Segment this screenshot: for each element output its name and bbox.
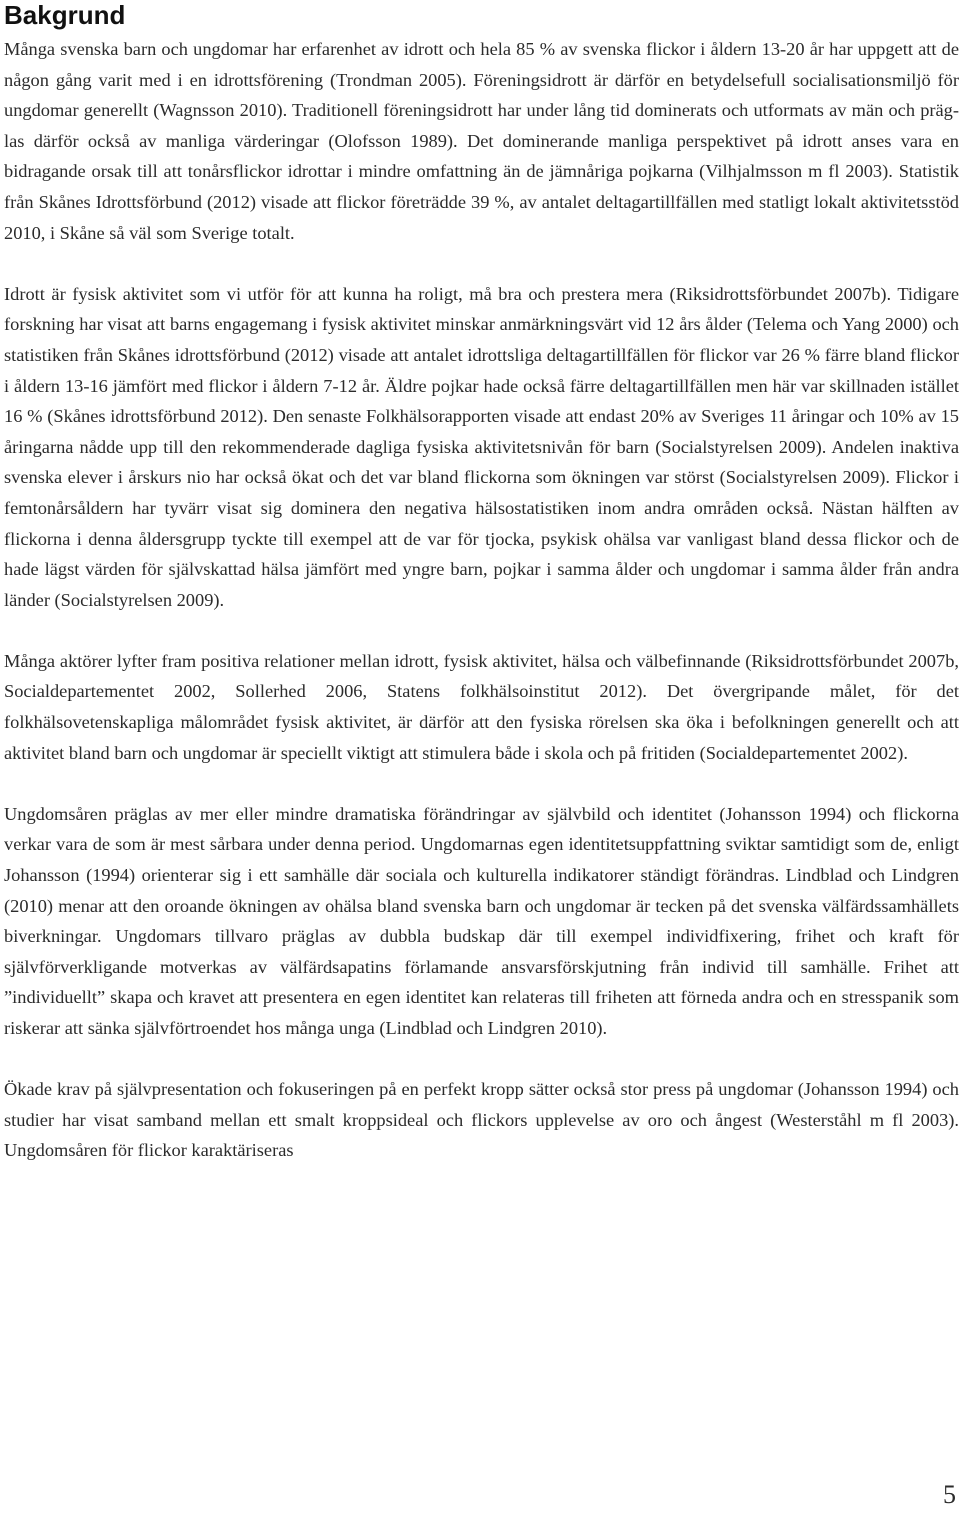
paragraph: Ungdomsåren präglas av mer eller mindre dramatiska förändringar av självbild och identitet (Johansson 1994) och flickorna verkar vara de som är mest sårbara under denna period. Ungdomarnas egen identitetsuppfattning sviktar samtidigt som de, enligt Johansson (1994) orienterar sig i ett samhälle där sociala och kulturella indikatorer ständigt förändras. Lindblad och Lindgren (2010) menar att den oroande ökningen av ohälsa bland svenska barn och ungdomar är tecken på det svenska välfärdssamhällets biverkningar. Ungdomars tillvaro präglas av dubbla budskap där till exempel individfixering, frihet och kraft för självförverkligande motverkas av välfärdsapatins förlamande ansvarsförskjutning från individ till samhälle. Frihet att ”individuellt” skapa och kravet att presentera en egen identitet kan relateras till friheten att förneda andra och en stresspanik som riskerar att sänka självförtroendet hos många unga (Lindblad och Lindgren 2010).: [4, 803, 959, 1038]
paragraph: Idrott är fysisk aktivitet som vi utför för att kunna ha roligt, må bra och prestera mera (Riksidrottsförbundet 2007b). Tidigare forskning har visat att barns engagemang i fysisk aktivitet minskar anmärkningsvärt vid 12 års ålder (Telema och Yang 2000) och statistiken från Skånes idrottsförbund (2012) visade att antalet idrottsliga deltagartillfällen för flickor var 26 % färre bland flickor i åldern 13-16 jämfört med flickor i åldern 7-12 år. Äldre pojkar hade också färre deltagartillfällen men här var skillnaden istället 16 % (Skånes idrottsförbund 2012). Den senaste Folkhälsorapporten visade att endast 20% av Sveriges 11 åringar och 10% av 15 åringarna nådde upp till den rekommenderade dagliga fysiska aktivitetsnivån för barn (Socialstyrelsen 2009). Andelen inaktiva svenska elever i årskurs nio har också ökat och det var bland flickorna som ökningen var störst (Socialstyrelsen 2009). Flickor i femtonårsåldern har tyvärr visat sig dominera den negativa hälsostatistiken inom andra områden också. Nästan hälften av flickorna i denna åldersgrupp tyckte till exempel att de var för tjocka, psykisk ohälsa var vanligast bland dessa flickor och de hade lägst värden för självskattad hälsa jämfört med yngre barn, pojkar i samma ålder och ungdomar i samma ålder från andra länder (Socialstyrelsen 2009).: [4, 283, 959, 610]
page-number: 5: [943, 1480, 956, 1509]
body-text: [4, 34, 959, 1166]
paragraph: Många svenska barn och ungdomar har erfarenhet av idrott och hela 85 % av svenska flickor i åldern 13-20 år har uppgett att de någon gång varit med i en idrottsförening (Trondman 2005). Föreningsidrott är därför en betydelsefull socialisationsmiljö för ungdomar generellt (Wagnsson 2010). Traditionell föreningsidrott har under lång tid dominerats och utformats av män och präglas därför också av manliga värderingar (Olofsson 1989). Det dominerande manliga perspektivet på idrott anses vara en bidragande orsak till att tonårsflickor idrottar i mindre omfattning än de jämnåriga pojkarna (Vilhjalmsson m fl 2003). Statistik från Skånes Idrottsförbund (2012) visade att flickor företrädde 39 %, av antalet deltagartillfällen med statligt lokalt aktivitetsstöd 2010, i Skåne så väl som Sverige totalt.: [4, 39, 959, 243]
paragraph: Många aktörer lyfter fram positiva relationer mellan idrott, fysisk aktivitet, hälsa och välbefinnande (Riksidrottsförbundet 2007b, Socialdepartementet 2002, Sollerhed 2006, Statens folkhälsoinstitut 2012). Det övergripande målet, för det folkhälsovetenskapliga målområdet fysisk aktivitet, är därför att den fysiska rörelsen ska öka i befolkningen generellt och att aktivitet bland barn och ungdomar är speciellt viktigt att stimulera både i skola och på fritiden (Socialdepartementet 2002).: [4, 650, 959, 763]
section-heading: Bakgrund: [4, 0, 126, 30]
paragraph: Ökade krav på självpresentation och fokuseringen på en perfekt kropp sätter också stor press på ungdomar (Johansson 1994) och studier har visat samband mellan ett smalt kroppsideal och flickors upplevelse av oro och ångest (Westerståhl m fl 2003). Ungdomsåren för flickor karaktäriseras: [4, 1079, 959, 1161]
